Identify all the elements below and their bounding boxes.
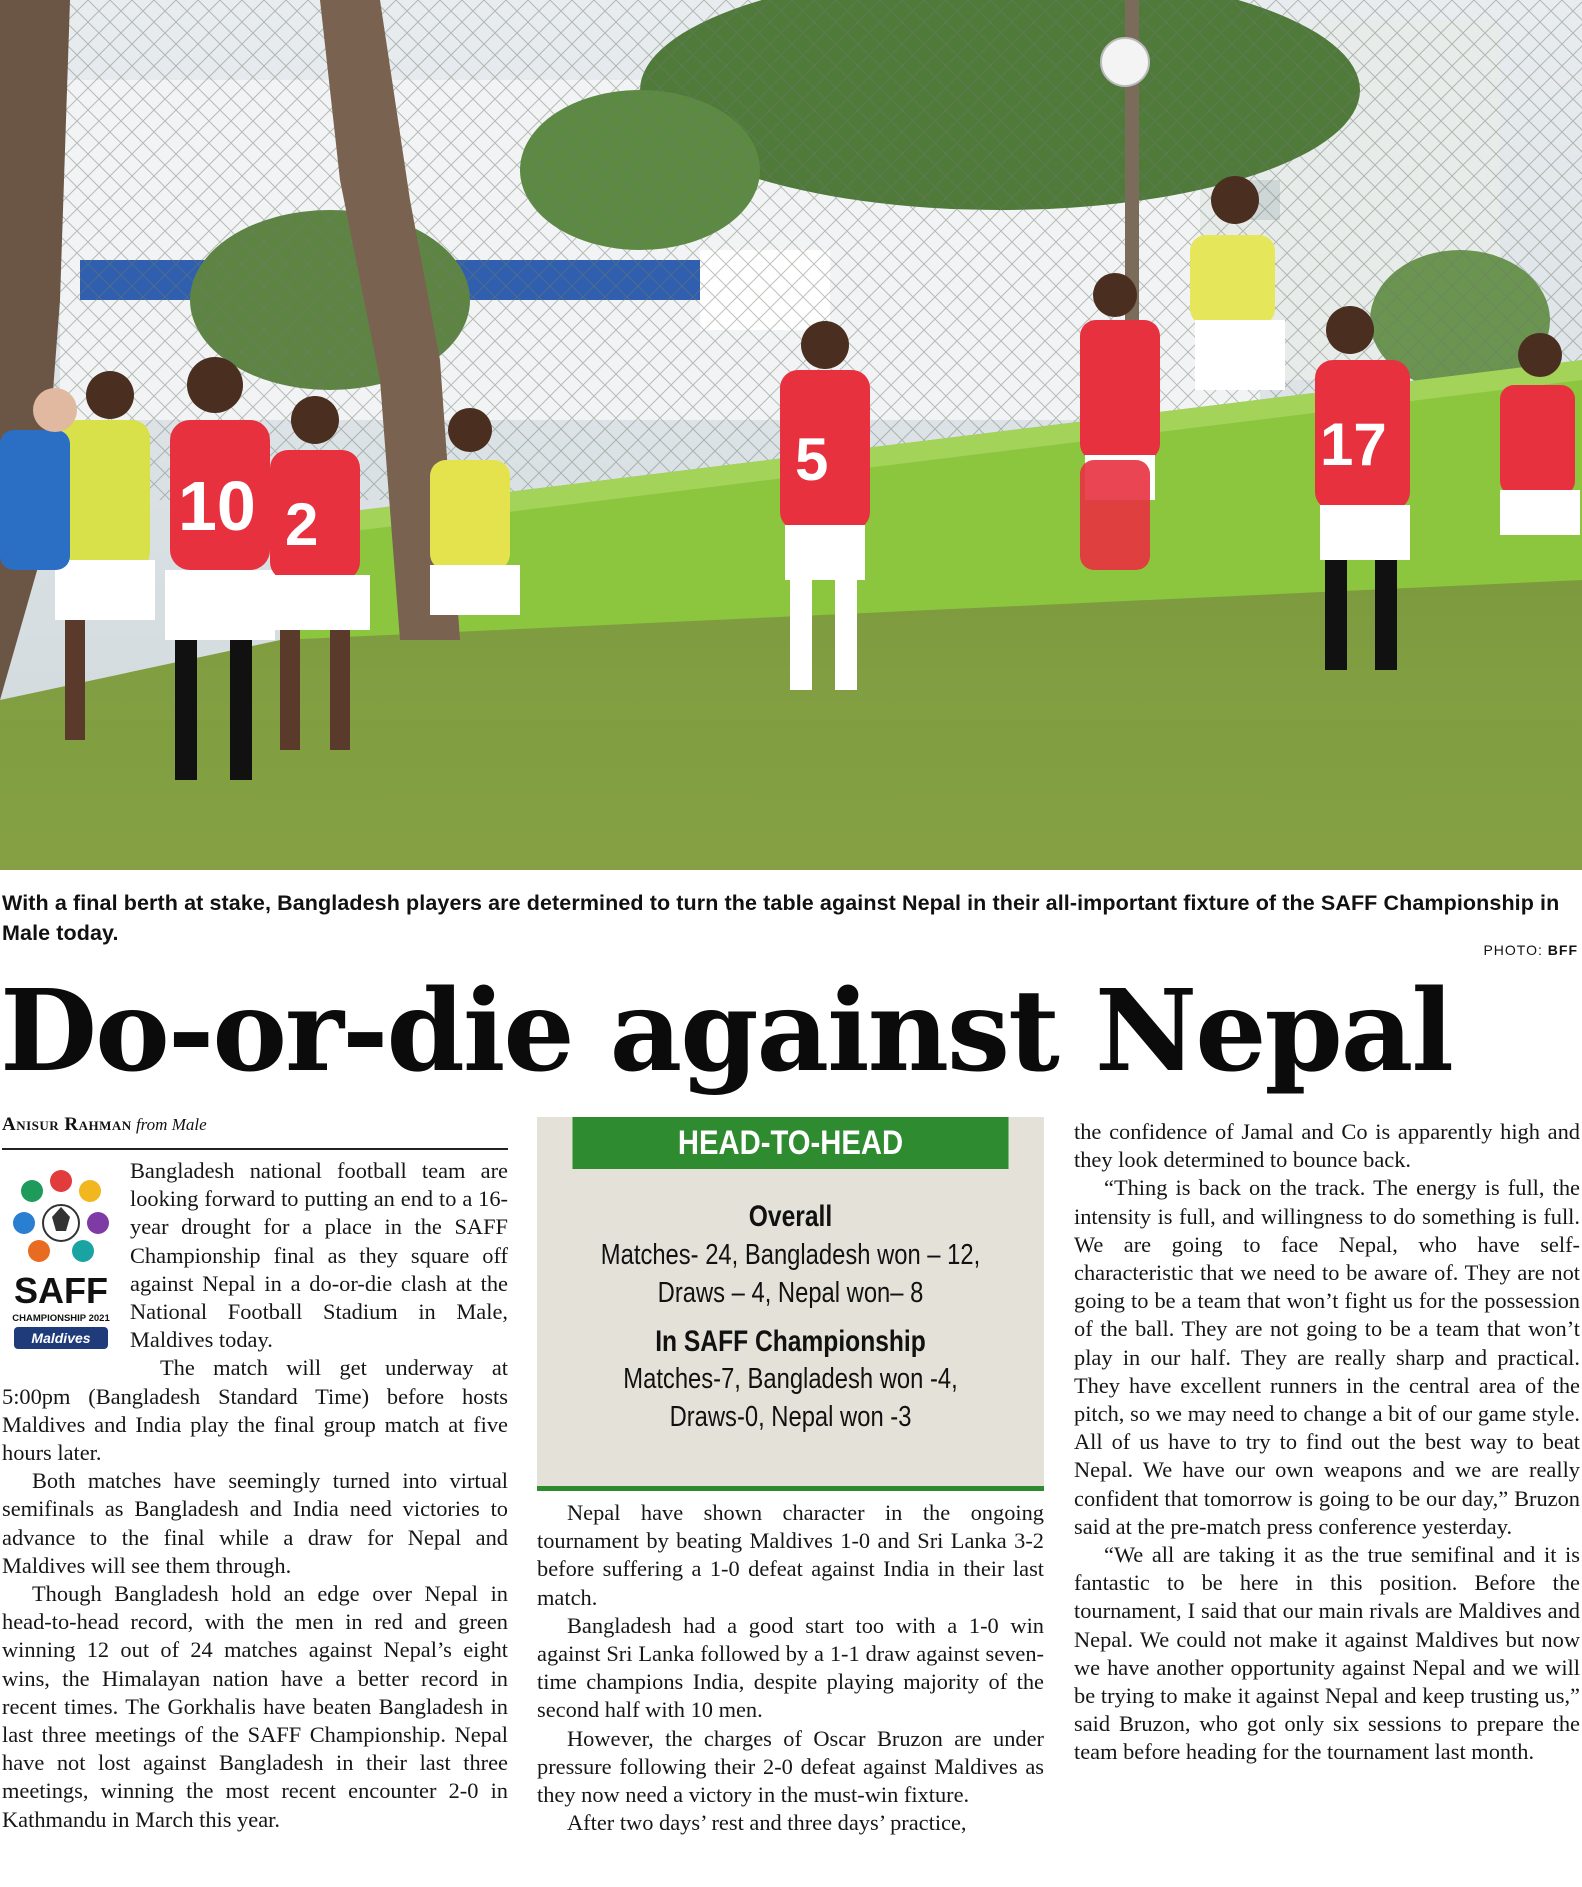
news-photo bbox=[0, 0, 1582, 870]
author-name: Anisur Rahman bbox=[2, 1114, 132, 1135]
logo-text: SAFF bbox=[14, 1270, 108, 1311]
logo-tag: Maldives bbox=[31, 1330, 91, 1346]
football-training-photo bbox=[0, 0, 1582, 870]
paragraph: Bangladesh national football team are looking forward to putting an end to a 16-year drought for a place in the SAFF Championship final as they square off against Nepal in a do-or-die clash at the National Football Stadium in Male, Maldives today. bbox=[130, 1158, 508, 1353]
paragraph: After two days’ rest and three days’ practice, bbox=[567, 1810, 967, 1836]
photo-credit-source: BFF bbox=[1547, 942, 1578, 958]
headline: Do-or-die against Nepal bbox=[0, 966, 1452, 1097]
jersey-number: 17 bbox=[1320, 411, 1387, 478]
saff-line-1: Matches-7, Bangladesh won -4, bbox=[623, 1363, 958, 1395]
saff-title: In SAFF Championship bbox=[655, 1325, 926, 1358]
jersey-number: 5 bbox=[795, 426, 829, 493]
article-column-2 bbox=[537, 1499, 1044, 1837]
saff-logo-icon bbox=[4, 1163, 118, 1373]
byline bbox=[2, 1114, 508, 1150]
photo-credit bbox=[1483, 942, 1578, 958]
dateline: from Male bbox=[135, 1115, 207, 1134]
paragraph: Nepal have shown character in the ongoing tournament by beating Maldives 1-0 and Sri Lanka 3-2 before suffering a 1-0 defeat against India in their last match. bbox=[537, 1500, 1044, 1610]
jersey-number: 2 bbox=[285, 491, 319, 558]
paragraph: the confidence of Jamal and Co is apparently high and they look determined to bounce back. bbox=[1074, 1119, 1580, 1173]
paragraph: Both matches have seemingly turned into virtual semifinals as Bangladesh and India need victories to advance to the final while a draw for Nepal and Maldives will see them through. bbox=[2, 1468, 508, 1578]
football-icon bbox=[1101, 38, 1149, 86]
photo-caption: With a final berth at stake, Bangladesh players are determined to turn the table against Nepal in their all-important fixture of the SAFF Championship in Male today. bbox=[2, 891, 1560, 945]
saff-line-2: Draws-0, Nepal won -3 bbox=[669, 1401, 912, 1433]
paragraph: “Thing is back on the track. The energy is full, the intensity is full, and willingness to do something is full. We are going to face Nepal, who have self-characteristic that we need to be aware of. They are not going to be a team that won’t fight us for the possession of the ball. They are not going to be a team that won’t play in our half. They are really sharp and practical. They have excellent runners in the central area of the pitch, so we may need to change a bit of our game style. All of us have to try to find out the best way to beat Nepal. We have our own weapons and we are really confident that tomorrow is going to be our day,” Bruzon said at the pre-match press conference yesterday. bbox=[1074, 1175, 1580, 1539]
paragraph: Bangladesh had a good start too with a 1-0 win against Sri Lanka followed by a 1-1 draw against seven-time champions India, despite playing majority of the second half with 10 men. bbox=[537, 1612, 1044, 1723]
paragraph: Though Bangladesh hold an edge over Nepal in head-to-head record, with the men in red and green winning 12 out of 24 matches against Nepal’s eight wins, the Himalayan nation have a better record in recent times. The Gorkhalis have beaten Bangladesh in last three meetings of the SAFF Championship. Nepal have not lost against Bangladesh in their last three meetings, winning the most recent encounter 2-0 in Kathmandu in March this year. bbox=[2, 1581, 508, 1832]
head-to-head-title: HEAD-TO-HEAD bbox=[572, 1117, 1008, 1169]
paragraph: “We all are taking it as the true semifinal and it is fantastic to be here in this position. Before the tournament, I said that our main rivals are Maldives and Nepal. We could not make it against Maldives but now we have another opportunity against Nepal and we will be trying to make it against Nepal and keep trusting us,” said Bruzon, who got only six sessions to prepare the team before heading for the tournament last month. bbox=[1074, 1542, 1580, 1765]
overall-line-2: Draws – 4, Nepal won– 8 bbox=[657, 1277, 924, 1309]
saff-logo bbox=[4, 1163, 118, 1373]
paragraph: However, the charges of Oscar Bruzon are under pressure following their 2-0 defeat against Maldives as they now need a victory in the must-win fixture. bbox=[537, 1725, 1044, 1808]
logo-subtext: CHAMPIONSHIP 2021 bbox=[12, 1313, 110, 1324]
photo-credit-prefix: PHOTO: bbox=[1483, 942, 1543, 958]
overall-line-1: Matches- 24, Bangladesh won – 12, bbox=[600, 1239, 981, 1271]
jersey-number: 10 bbox=[178, 467, 256, 545]
paragraph: The match will get underway at 5:00pm (Bangladesh Standard Time) before hosts Maldives and India play the final group match at five hours later. bbox=[2, 1355, 508, 1466]
article-column-3 bbox=[1074, 1118, 1580, 1767]
overall-title: Overall bbox=[748, 1200, 833, 1233]
head-to-head-box bbox=[537, 1117, 1044, 1491]
article-column-1 bbox=[2, 1157, 508, 1834]
